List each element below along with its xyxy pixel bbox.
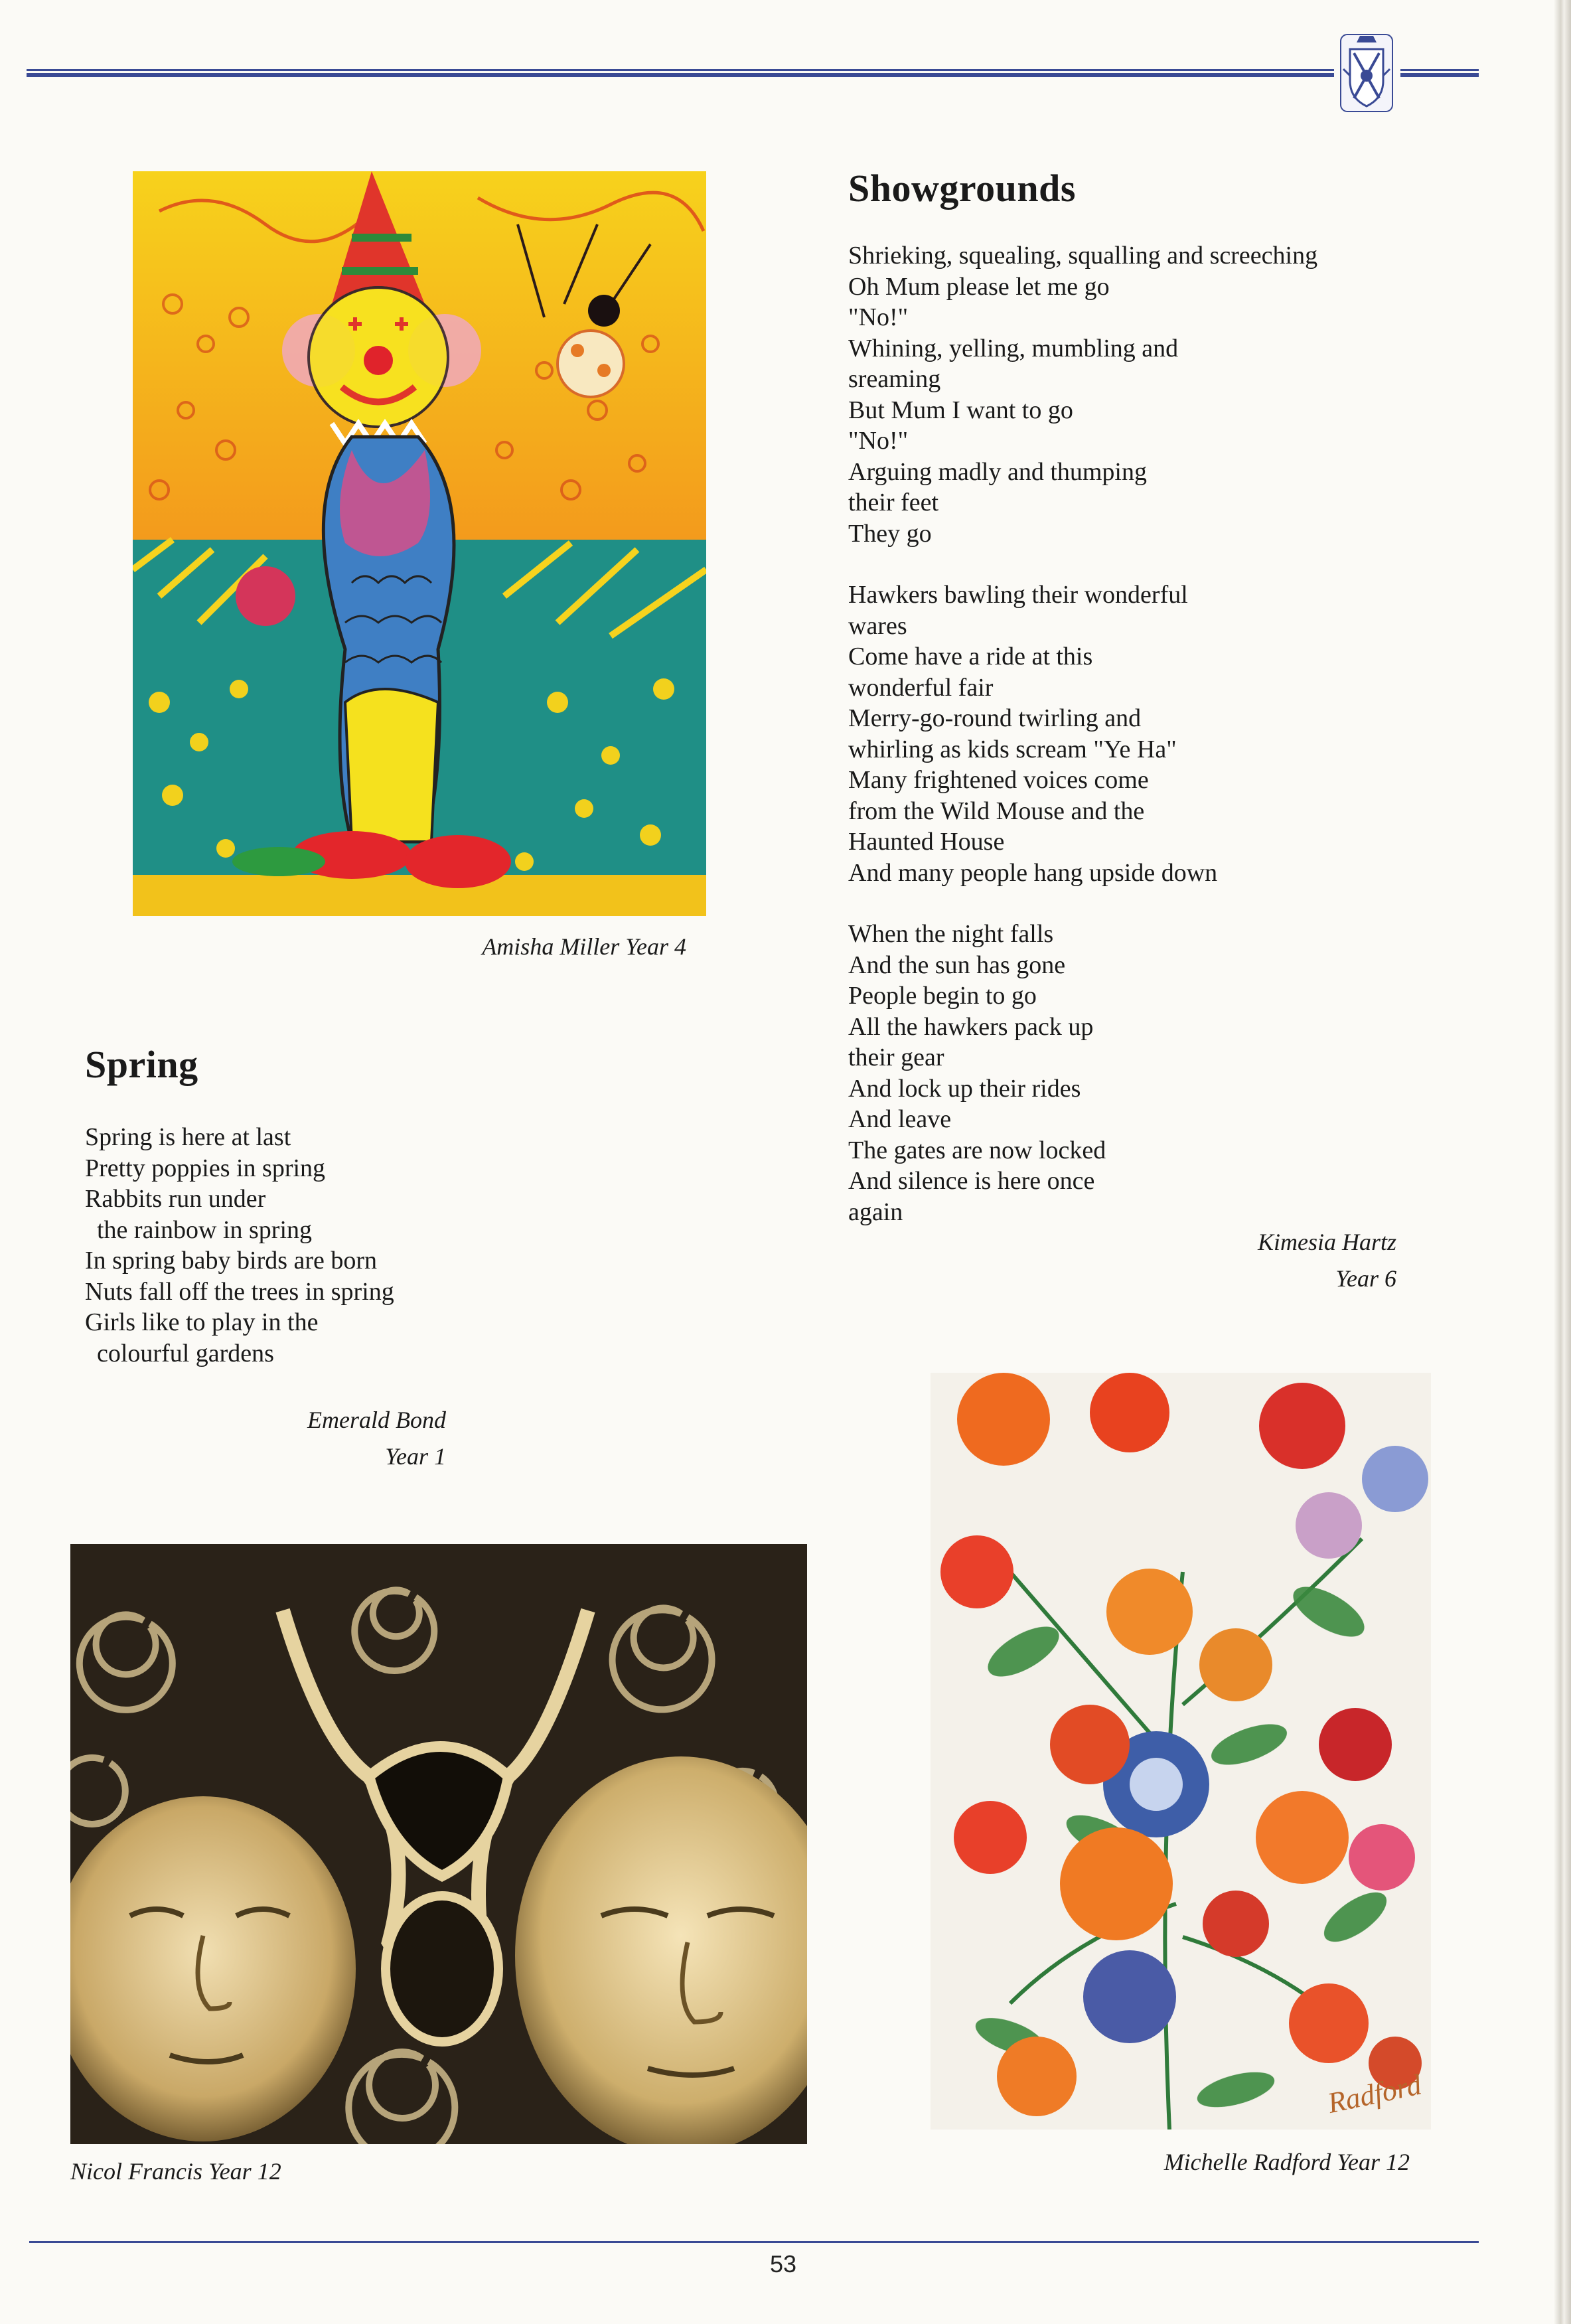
poem-line: The gates are now locked [848, 1136, 1106, 1164]
header-rule-left [27, 69, 1334, 77]
showgrounds-year: Year 6 [1335, 1265, 1396, 1292]
showgrounds-author: Kimesia Hartz [1257, 1229, 1396, 1255]
spring-year: Year 1 [385, 1443, 446, 1470]
poem-line: And leave [848, 1105, 952, 1133]
poem-line: Many frightened voices come [848, 766, 1149, 794]
stanza-break [848, 888, 1317, 919]
poem-line: sreaming [848, 365, 941, 393]
poem-line: their gear [848, 1044, 944, 1071]
poem-line: Oh Mum please let me go [848, 272, 1110, 301]
poem-line: Merry-go-round twirling and [848, 704, 1142, 732]
page-edge [1554, 0, 1571, 2324]
poem-line: the rainbow in spring [97, 1215, 313, 1244]
poem-line: And the sun has gone [848, 951, 1066, 979]
clown-painting-credit: Amisha Miller Year 4 [482, 933, 686, 960]
poem-line: And lock up their rides [848, 1074, 1081, 1103]
poem-line: Nuts fall off the trees in spring [85, 1277, 394, 1306]
poem-line: Pretty poppies in spring [85, 1154, 326, 1182]
poem-line: Girls like to play in the [85, 1308, 319, 1336]
poem-line: their feet [848, 489, 939, 516]
poem-line: colourful gardens [97, 1339, 274, 1367]
spring-poem [85, 1122, 394, 1369]
flowers-painting [931, 1373, 1431, 2130]
poem-line: Arguing madly and thumping [848, 457, 1147, 486]
poem-line: from the Wild Mouse and the [848, 797, 1145, 825]
spring-title: Spring [85, 1043, 198, 1086]
footer-rule [29, 2241, 1479, 2243]
poem-line: When the night falls [848, 920, 1054, 948]
header-rule-right [1400, 69, 1479, 77]
poem-line: Hawkers bawling their wonderful [848, 581, 1188, 609]
flowers-painting-credit: Michelle Radford Year 12 [1163, 2149, 1410, 2175]
poem-line: But Mum I want to go [848, 396, 1073, 424]
flowers-signature: Radford [1325, 2068, 1424, 2120]
poem-line: wares [848, 611, 907, 640]
poem-line: And silence is here once [848, 1167, 1095, 1195]
stanza-break [848, 549, 1317, 580]
poem-line: Rabbits run under [85, 1185, 266, 1213]
poem-line: In spring baby birds are born [85, 1247, 378, 1275]
poem-line: Whining, yelling, mumbling and [848, 334, 1179, 362]
showgrounds-title: Showgrounds [848, 167, 1076, 210]
page-number: 53 [769, 2250, 797, 2278]
faces-sculpture-credit: Nicol Francis Year 12 [70, 2158, 281, 2185]
spring-author: Emerald Bond [307, 1407, 446, 1433]
school-crest-icon [1335, 29, 1398, 117]
clown-painting [133, 171, 706, 916]
poem-line: Spring is here at last [85, 1123, 291, 1151]
poem-line: All the hawkers pack up [848, 1012, 1094, 1041]
poem-line: wonderful fair [848, 673, 994, 702]
poem-line: "No!" [848, 427, 909, 455]
poem-line: They go [848, 519, 932, 548]
poem-line: And many people hang upside down [848, 858, 1218, 887]
showgrounds-poem [848, 240, 1317, 1227]
poem-line: People begin to go [848, 982, 1037, 1010]
poem-line: again [848, 1198, 903, 1226]
poem-line: Shrieking, squealing, squalling and screeching [848, 242, 1318, 270]
poem-line: whirling as kids scream "Ye Ha" [848, 735, 1177, 763]
poem-line: Haunted House [848, 828, 1005, 856]
poem-line: "No!" [848, 303, 909, 331]
poem-line: Come have a ride at this [848, 643, 1093, 670]
faces-sculpture-photo [70, 1544, 807, 2144]
